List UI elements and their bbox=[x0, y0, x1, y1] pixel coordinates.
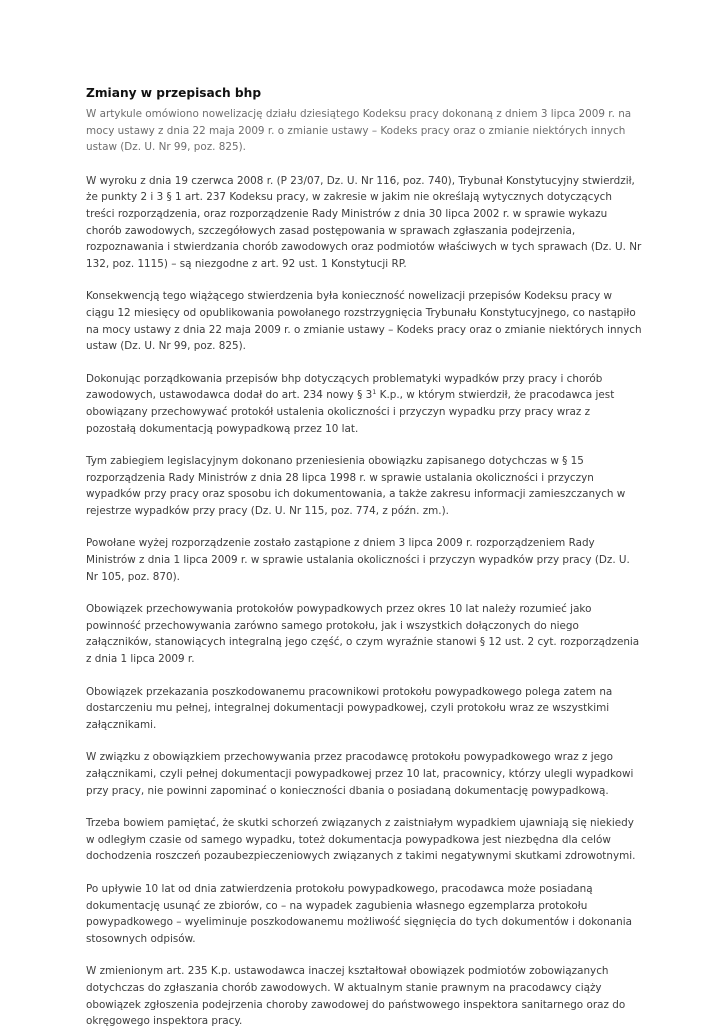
paragraph-5: Powołane wyżej rozporządzenie zostało zastąpione z dniem 3 lipca 2009 r. rozporządzeniem Rady Ministrów z dnia 1 lipca 2009 r. w sprawie ustalania okoliczności i przyczyn wypadków przy pracy (Dz. U. Nr 105, poz. 870). bbox=[86, 537, 630, 583]
paragraph-8: W związku z obowiązkiem przechowywania przez pracodawcę protokołu powypadkowego wraz z jego załącznikami, czyli pełnej dokumentacji powypadkowej przez 10 lat, pracownicy, którzy ulegli wypadkowi przy pracy, nie powinni zapominać o konieczności dbania o posiadaną dokumentację powypadkową. bbox=[86, 751, 634, 797]
paragraph-1: W wyroku z dnia 19 czerwca 2008 r. (P 23/07, Dz. U. Nr 116, poz. 740), Trybunał Konstytucyjny stwierdził, że punkty 2 i 3 § 1 art. 237 Kodeksu pracy, w zakresie w jakim nie określają wytycznych dotyczących treści rozporządzenia, oraz rozporządzenie Rady Ministrów z dnia 30 lipca 2002 r. w sprawie wykazu chorób zawodowych, szczegółowych zasad postępowania w sprawach zgłaszania podejrzenia, rozpoznawania i stwierdzania chorób zawodowych oraz podmiotów właściwych w tych sprawach (Dz. U. Nr 132, poz. 1115) – są niezgodne z art. 92 ust. 1 Konstytucji RP. bbox=[86, 174, 642, 270]
paragraph-2: Konsekwencją tego wiążącego stwierdzenia była konieczność nowelizacji przepisów Kodeksu pracy w ciągu 12 miesięcy od opublikowania powołanego rozstrzygnięcia Trybunału Konstytucyjnego, co nastąpiło na mocy ustawy z dnia 22 maja 2009 r. o zmianie ustawy – Kodeks pracy oraz o zmianie niektórych innych ustaw (Dz. U. Nr 99, poz. 825). bbox=[86, 290, 642, 353]
paragraph-3-tail: K.p., w którym stwierdził, że pracodawca jest obowiązany przechowywać protokół ustalenia okoliczności i przyczyn wypadku przy pracy wraz z pozostałą dokumentacją powypadkową przez 10 lat. bbox=[86, 389, 615, 435]
document-title: Zmiany w przepisach bhp bbox=[86, 86, 262, 100]
paragraph-9: Trzeba bowiem pamiętać, że skutki schorzeń związanych z zaistniałym wypadkiem ujawniają się niekiedy w odległym czasie od samego wypadku, toteż dokumentacja powypadkowa jest niezbędna dla celów dochodzenia roszczeń pozaubezpieczeniowych związanych z takimi negatywnymi skutkami zdrowotnymi. bbox=[86, 817, 636, 863]
paragraph-3-text: Dokonując porządkowania przepisów bhp dotyczących problematyki wypadków przy pracy i chorób zawodowych, ustawodawca dodał do art. 234 nowy § 3 bbox=[86, 372, 603, 402]
paragraph-7: Obowiązek przekazania poszkodowanemu pracownikowi protokołu powypadkowego polega zatem na dostarczeniu mu pełnej, integralnej dokumentacji powypadkowej, czyli protokołu wraz ze wszystkimi załącznikami. bbox=[86, 685, 613, 731]
paragraph-11: W zmienionym art. 235 K.p. ustawodawca inaczej kształtował obowiązek podmiotów zobowiązanych dotychczas do zgłaszania chorób zawodowych. W aktualnym stanie prawnym na pracodawcy ciąży obowiązek zgłoszenia podejrzenia choroby zawodowej do państwowego inspektora sanitarnego oraz do okręgowego inspektora pracy. bbox=[86, 965, 626, 1028]
paragraph-4: Tym zabiegiem legislacyjnym dokonano przeniesienia obowiązku zapisanego dotychczas w § 15 rozporządzenia Rady Ministrów z dnia 28 lipca 1998 r. w sprawie ustalania okoliczności i przyczyn wypadków przy pracy oraz sposobu ich dokumentowania, a także zakresu informacji zamieszczanych w rejestrze wypadków przy pracy (Dz. U. Nr 115, poz. 774, z późn. zm.). bbox=[86, 455, 626, 517]
lead-paragraph: W artykule omówiono nowelizację działu dziesiątego Kodeksu pracy dokonaną z dniem 3 lipca 2009 r. na mocy ustawy z dnia 22 maja 2009 r. o zmianie ustawy – Kodeks pracy oraz o zmianie niektórych innych ustaw (Dz. U. Nr 99, poz. 825). bbox=[86, 108, 632, 154]
paragraph-6: Obowiązek przechowywania protokołów powypadkowych przez okres 10 lat należy rozumieć jako powinność przechowywania zarówno samego protokołu, jak i wszystkich dołączonych do niego załączników, stanowiących integralną jego część, o czym wyraźnie stanowi § 12 ust. 2 cyt. rozporządzenia z dnia 1 lipca 2009 r. bbox=[86, 603, 640, 666]
paragraph-10: Po upływie 10 lat od dnia zatwierdzenia protokołu powypadkowego, pracodawca może posiadaną dokumentację usunąć ze zbiorów, co – na wypadek zagubienia własnego egzemplarza protokołu powypadkowego – wyeliminuje poszkodowanemu możliwość sięgnięcia do tych dokumentów i dokonania stosownych odpisów. bbox=[86, 882, 633, 945]
paragraph-3-superscript: 1 bbox=[372, 388, 377, 397]
document-page bbox=[86, 84, 642, 1030]
paragraph-3 bbox=[86, 371, 642, 437]
